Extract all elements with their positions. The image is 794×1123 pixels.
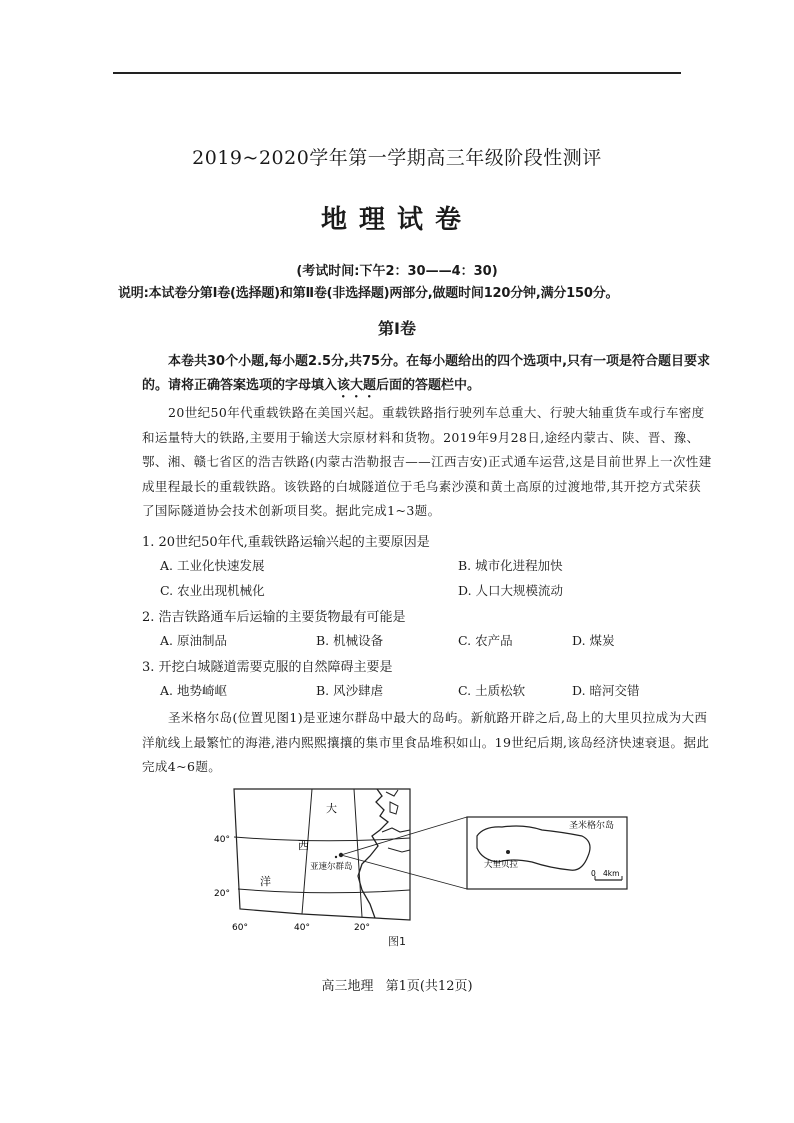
city-label: 大里贝拉 [484, 860, 519, 870]
scale-label: 4km [603, 869, 620, 878]
ponta-delgada-dot [506, 850, 510, 854]
section-intro-tail: 后面的答题栏中。 [376, 378, 481, 393]
question-1-option-c: C. 农业出现机械化 [160, 583, 265, 598]
question-3-option-c: C. 土质松软 [458, 683, 526, 698]
inset-title: 圣米格尔岛 [569, 821, 615, 831]
ocean-char-2: 西 [298, 839, 309, 852]
question-3-option-a: A. 地势崎岖 [160, 683, 227, 698]
figure-caption: 图1 [388, 935, 406, 948]
archipelago-dot-small [335, 856, 337, 858]
passage-2: 圣米格尔岛(位置见图1)是亚速尔群岛中最大的岛屿。新航路开辟之后,岛上的大里贝拉成为大西洋航线上最繁忙的海港,港内熙熙攘攘的集市里食品堆积如山。19世纪后期,该岛经济快速衰退。据此完成4~6题。 [142, 710, 710, 774]
ocean-char-3: 洋 [260, 875, 271, 888]
instructions: 说明:本试卷分第Ⅰ卷(选择题)和第Ⅱ卷(非选择题)两部分,做题时间120分钟,满分150分。 [118, 286, 619, 301]
figure-1-map [212, 786, 632, 951]
section-intro-emphasis: 该大题 [337, 378, 377, 393]
question-3-option-b: B. 风沙肆虐 [316, 683, 384, 698]
question-2-option-c: C. 农产品 [458, 633, 513, 648]
ocean-char-1: 大 [326, 802, 337, 815]
lon-label-60: 60° [232, 923, 248, 933]
exam-title: 2019~2020学年第一学期高三年级阶段性测评 [192, 147, 602, 169]
europe-africa-coastline [358, 789, 388, 918]
subject-title: 地理试卷 [320, 205, 473, 235]
inset-connector-top [341, 817, 467, 855]
parallel-40 [234, 837, 410, 841]
section-title: 第Ⅰ卷 [378, 319, 416, 338]
question-2-option-b: B. 机械设备 [316, 633, 384, 648]
lat-label-40: 40° [214, 835, 230, 845]
question-2-option-d: D. 煤炭 [572, 633, 615, 648]
lat-label-20: 20° [214, 889, 230, 899]
question-1-option-a: A. 工业化快速发展 [160, 558, 265, 573]
section-intro-text: 本卷共30个小题,每小题2.5分,共75分。在每小题给出的四个选项中,只有一项是符合题目要求的。请将正确答案选项的字母填入 [142, 354, 711, 393]
scale-zero: 0 [591, 869, 596, 878]
lon-label-20: 20° [354, 923, 370, 933]
british-isles-outline [386, 790, 398, 796]
question-1-option-d: D. 人口大规模流动 [458, 583, 564, 598]
passage-1: 20世纪50年代重载铁路在美国兴起。重载铁路指行驶列车总重大、行驶大轴重货车或行车密度和运量特大的铁路,主要用于输送大宗原材料和货物。2019年9月28日,途经内蒙古、陕、晋、豫、鄂、湘、赣七省区的浩吉铁路(内蒙古浩勒报吉——江西吉安)正式通车运营,这是目前世界上一次性建成里程最长的重载铁路。该铁路的白城隧道位于毛乌素沙漠和黄土高原的过渡地带,其开挖方式荣获了国际隧道协会技术创新项目奖。据此完成1~3题。 [142, 405, 712, 518]
page-footer [0, 975, 794, 994]
top-rule [113, 72, 681, 74]
iberia-outline [382, 828, 410, 832]
question-3-option-d: D. 暗河交错 [572, 683, 640, 698]
section-intro [142, 350, 712, 401]
main-map-frame [234, 789, 410, 920]
archipelago-label: 亚速尔群岛 [310, 862, 353, 872]
map-svg [212, 786, 632, 951]
exam-time: (考试时间:下午2：30——4：30) [296, 264, 498, 279]
question-1-stem: 1. 20世纪50年代,重载铁路运输兴起的主要原因是 [142, 535, 430, 550]
meridian-20 [354, 789, 362, 917]
ireland-outline [390, 802, 398, 814]
question-2-option-a: A. 原油制品 [160, 633, 227, 648]
question-2-stem: 2. 浩吉铁路通车后运输的主要货物最有可能是 [142, 610, 406, 625]
north-africa-outline [388, 848, 410, 852]
footer-page: 第1页(共12页) [385, 979, 473, 994]
parallel-20 [238, 889, 410, 893]
question-1-option-b: B. 城市化进程加快 [458, 558, 563, 573]
footer-subject: 高三地理 [321, 979, 374, 994]
lon-label-40: 40° [294, 923, 310, 933]
question-3-stem: 3. 开挖白城隧道需要克服的自然障碍主要是 [142, 660, 393, 675]
